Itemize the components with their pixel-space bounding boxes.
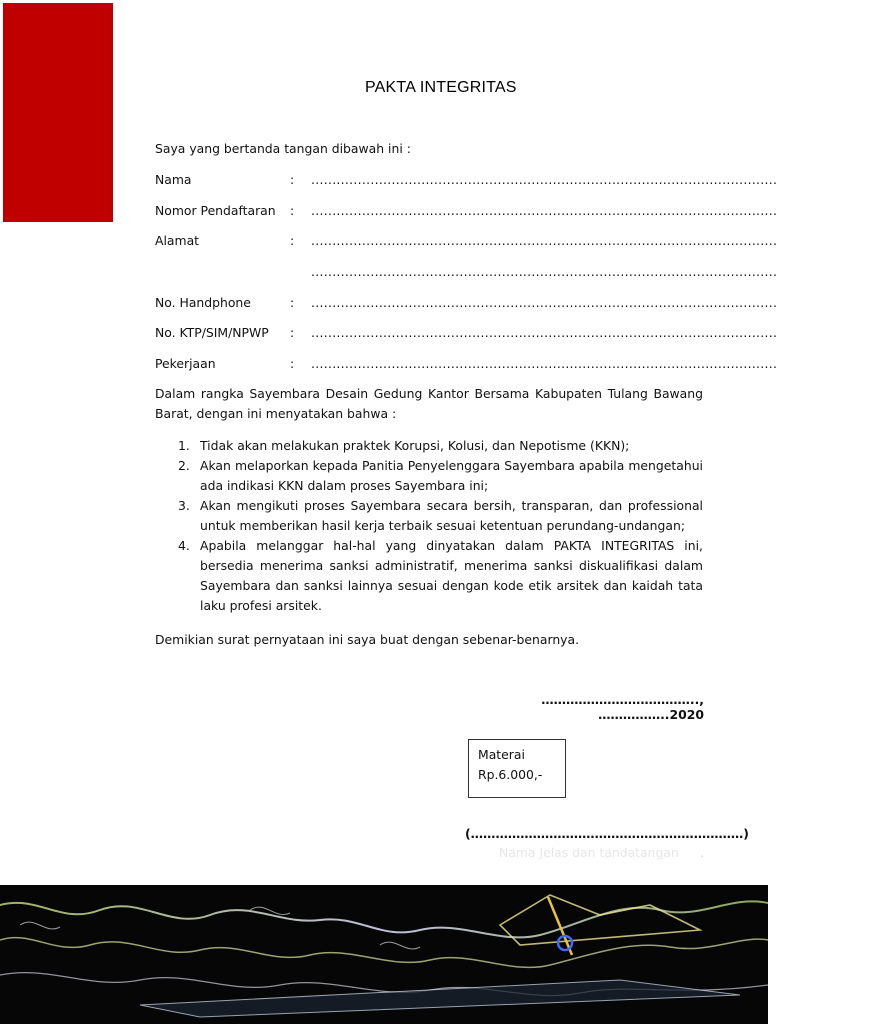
field-label: No. KTP/SIM/NPWP <box>155 325 269 340</box>
field-label: Pekerjaan <box>155 356 216 371</box>
fill-in-dots: .............................................................................................................. <box>311 356 778 371</box>
field-colon: : <box>290 295 295 310</box>
closing-paragraph: Demikian surat pernyataan ini saya buat dengan sebenar-benarnya. <box>155 632 580 647</box>
list-number: 4. <box>178 538 190 553</box>
glowing-landscape-illustration <box>0 885 768 1024</box>
fill-in-dots: .............................................................................................................. <box>311 172 778 187</box>
signature-dot: . <box>700 845 704 860</box>
field-colon: : <box>290 356 295 371</box>
date-place-line: ……………………………….., ……………..2020 <box>541 692 704 722</box>
list-number: 3. <box>178 498 190 513</box>
statement-paragraph: Dalam rangka Sayembara Desain Gedung Kantor Bersama Kabupaten Tulang Bawang Barat, dengan ini menyatakan bahwa : <box>155 386 703 421</box>
field-row-alamat <box>155 231 778 251</box>
list-item <box>155 496 703 536</box>
field-row-ktp-sim-npwp <box>155 323 778 343</box>
fill-in-dots: .............................................................................................................. <box>311 233 778 248</box>
list-item <box>155 436 703 456</box>
field-row-pekerjaan <box>155 354 778 374</box>
stamp-label: Materai <box>478 747 525 762</box>
fill-in-dots: .............................................................................................................. <box>311 203 778 218</box>
field-label: Alamat <box>155 233 200 248</box>
fill-in-dots: .............................................................................................................. <box>311 325 778 340</box>
field-colon: : <box>290 325 295 340</box>
field-colon: : <box>290 172 295 187</box>
intro-text: Saya yang bertanda tangan dibawah ini : <box>155 141 411 156</box>
list-item <box>155 536 703 616</box>
footer-banner-image <box>0 885 768 1024</box>
field-colon: : <box>290 203 295 218</box>
field-row-handphone <box>155 293 778 313</box>
revenue-stamp-box <box>468 739 566 798</box>
fill-in-dots: .............................................................................................................. <box>311 295 778 310</box>
list-text: Apabila melanggar hal-hal yang dinyatakan dalam PAKTA INTEGRITAS ini, bersedia menerima sanksi administratif, menerima sanksi diskualifikasi dalam Sayembara dan sanksi lainnya sesuai dengan kode etik arsitek dan kaidah tata laku profesi arsitek. <box>200 538 703 613</box>
field-label: Nama <box>155 172 192 187</box>
field-row-nomor-pendaftaran <box>155 201 778 221</box>
field-row-nama <box>155 170 778 190</box>
declaration-list <box>155 436 703 616</box>
list-text: Tidak akan melakukan praktek Korupsi, Kolusi, dan Nepotisme (KKN); <box>200 438 630 453</box>
field-colon: : <box>290 233 295 248</box>
field-label: No. Handphone <box>155 295 251 310</box>
signature-caption: Nama Jelas dan tandatangan <box>499 845 679 860</box>
stamp-value: Rp.6.000,- <box>478 767 543 782</box>
list-text: Akan melaporkan kepada Panitia Penyelenggara Sayembara apabila mengetahui ada indikasi KKN dalam proses Sayembara ini; <box>200 458 703 493</box>
list-text: Akan mengikuti proses Sayembara secara bersih, transparan, dan professional untuk memberikan hasil kerja terbaik sesuai ketentuan perundang-undangan; <box>200 498 703 533</box>
list-number: 1. <box>178 438 190 453</box>
field-row-alamat-continued <box>155 262 778 282</box>
signature-line: (…………………………………………………………) <box>465 826 749 841</box>
fill-in-dots: .............................................................................................................. <box>311 264 778 279</box>
red-accent-block <box>3 3 113 222</box>
field-label: Nomor Pendaftaran <box>155 203 276 218</box>
list-number: 2. <box>178 458 190 473</box>
list-item <box>155 456 703 496</box>
